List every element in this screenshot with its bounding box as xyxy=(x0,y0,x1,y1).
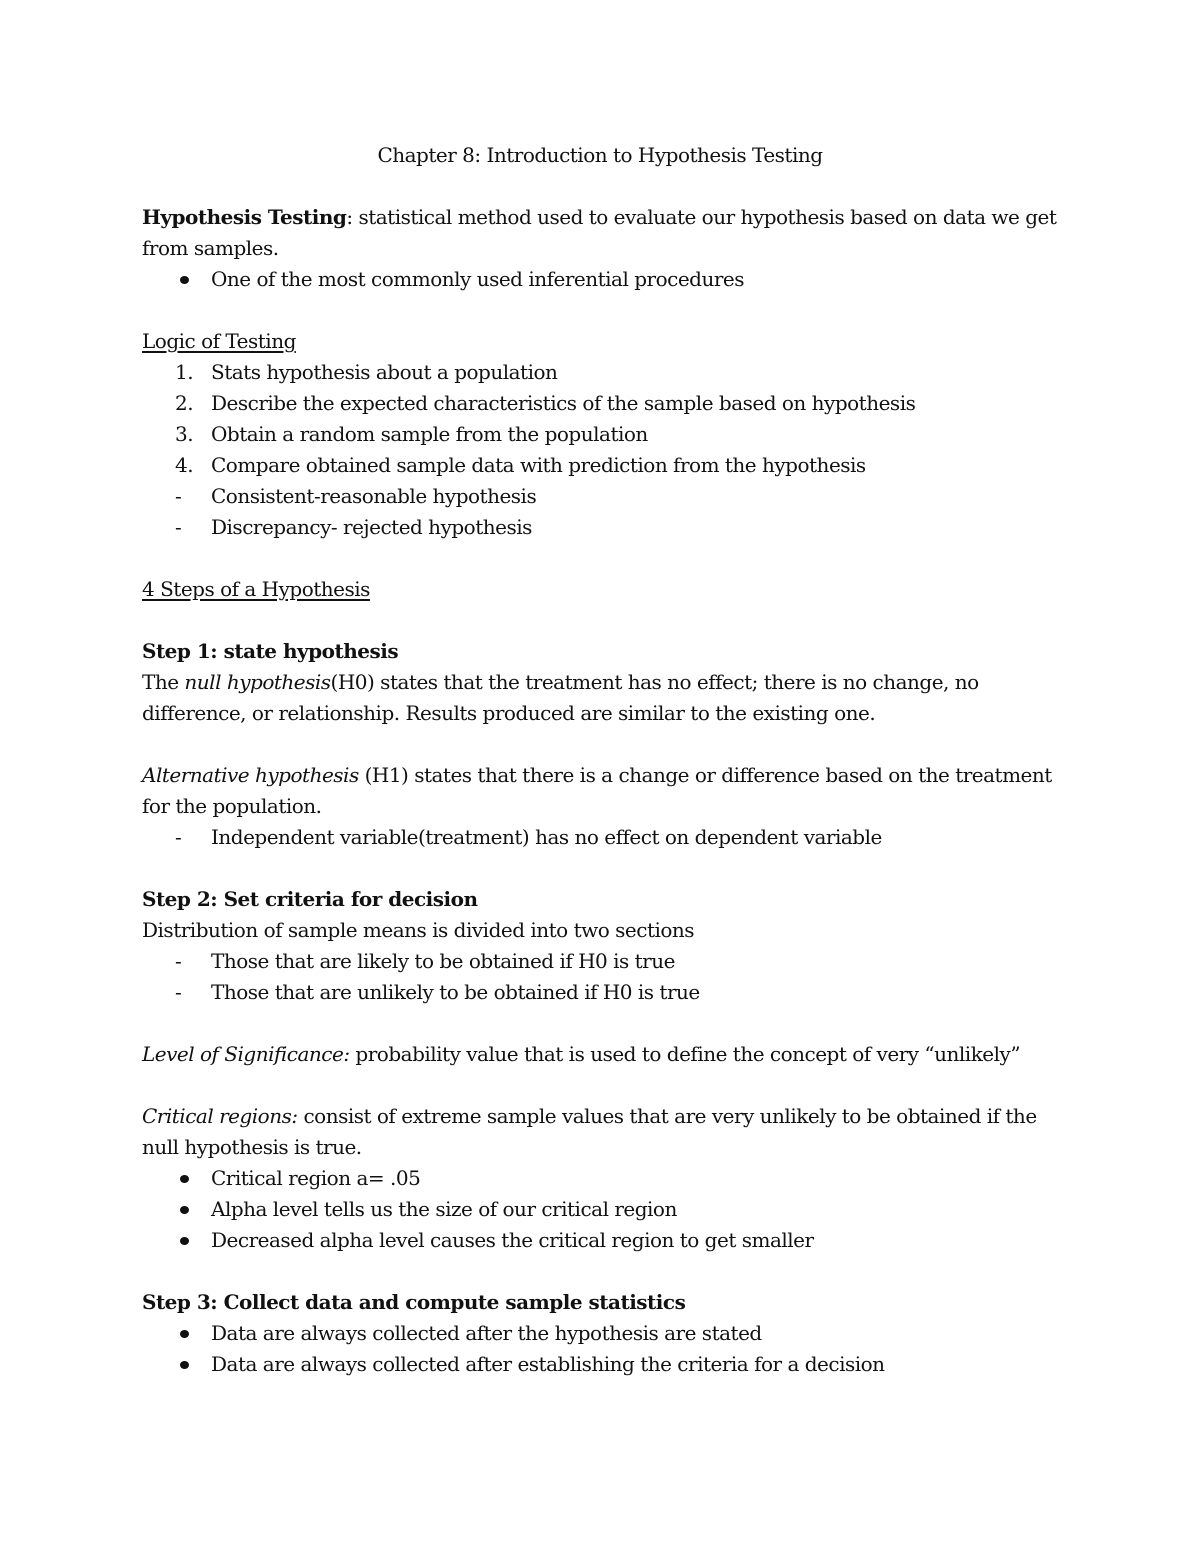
list-item-text: Those that are unlikely to be obtained if H0 is true xyxy=(211,980,700,1004)
list-item-text: Compare obtained sample data with prediction from the hypothesis xyxy=(211,453,866,477)
list-item xyxy=(142,264,1072,295)
list-item-text: Consistent-reasonable hypothesis xyxy=(211,484,537,508)
list-item-text: Critical region a= .05 xyxy=(211,1166,421,1190)
list-item-text: Data are always collected after establishing the criteria for a decision xyxy=(211,1352,885,1376)
dash-item xyxy=(142,946,1072,977)
dash-item xyxy=(142,481,1072,512)
alternative-hypothesis-term: Alternative hypothesis xyxy=(142,763,359,787)
dash-marker: - xyxy=(175,949,182,973)
step2-heading: Step 2: Set criteria for decision xyxy=(142,887,478,911)
list-item-text: Alpha level tells us the size of our critical region xyxy=(211,1197,677,1221)
list-item-text: One of the most commonly used inferential procedures xyxy=(211,267,745,291)
list-number: 4. xyxy=(175,453,194,477)
list-item xyxy=(142,1163,1072,1194)
list-item-text: Discrepancy- rejected hypothesis xyxy=(211,515,532,539)
list-item-text: Describe the expected characteristics of the sample based on hypothesis xyxy=(211,391,916,415)
numbered-item xyxy=(142,419,1072,450)
list-item xyxy=(142,1225,1072,1256)
bullet-icon xyxy=(180,1330,189,1338)
bullet-icon xyxy=(180,1361,189,1369)
bullet-icon xyxy=(180,1237,189,1245)
dash-marker: - xyxy=(175,515,182,539)
critical-regions-paragraph xyxy=(142,1101,1072,1163)
null-pre-text: The xyxy=(142,670,185,694)
null-hypothesis-term: null hypothesis xyxy=(184,670,331,694)
dash-marker: - xyxy=(175,825,182,849)
null-hypothesis-text: (H0) states that the treatment has no effect; there is no change, no difference, or relationship. Results produced are similar to the existing one. xyxy=(142,670,979,725)
bullet-icon xyxy=(180,276,189,284)
step1-heading: Step 1: state hypothesis xyxy=(142,639,399,663)
bullet-icon xyxy=(180,1206,189,1214)
list-item xyxy=(142,1194,1072,1225)
steps-heading: 4 Steps of a Hypothesis xyxy=(142,577,370,601)
document-body xyxy=(142,202,1072,1380)
hypothesis-testing-term: Hypothesis Testing xyxy=(142,205,347,229)
list-item-text: Independent variable(treatment) has no effect on dependent variable xyxy=(211,825,882,849)
dash-marker: - xyxy=(175,980,182,1004)
document-title: Chapter 8: Introduction to Hypothesis Testing xyxy=(377,143,823,167)
list-item-text: Decreased alpha level causes the critical region to get smaller xyxy=(211,1228,814,1252)
alternative-hypothesis-text: (H1) states that there is a change or difference based on the treatment for the population. xyxy=(142,763,1052,818)
numbered-item xyxy=(142,388,1072,419)
hypothesis-testing-definition xyxy=(142,202,1072,264)
list-item-text: Stats hypothesis about a population xyxy=(211,360,558,384)
level-of-significance-paragraph xyxy=(142,1039,1072,1070)
step2-intro: Distribution of sample means is divided into two sections xyxy=(142,918,695,942)
critical-regions-term: Critical regions: xyxy=(142,1104,298,1128)
step3-heading: Step 3: Collect data and compute sample statistics xyxy=(142,1290,686,1314)
alternative-hypothesis-paragraph xyxy=(142,760,1072,822)
list-number: 2. xyxy=(175,391,194,415)
bullet-icon xyxy=(180,1175,189,1183)
logic-heading: Logic of Testing xyxy=(142,329,296,353)
list-item xyxy=(142,1318,1072,1349)
list-item-text: Those that are likely to be obtained if H0 is true xyxy=(211,949,675,973)
list-number: 1. xyxy=(175,360,194,384)
critical-regions-text: consist of extreme sample values that are very unlikely to be obtained if the null hypothesis is true. xyxy=(142,1104,1037,1159)
numbered-item xyxy=(142,450,1072,481)
numbered-item xyxy=(142,357,1072,388)
level-of-significance-text: probability value that is used to define the concept of very “unlikely” xyxy=(349,1042,1021,1066)
null-hypothesis-paragraph xyxy=(142,667,1072,729)
hypothesis-testing-text: : statistical method used to evaluate our hypothesis based on data we get from samples. xyxy=(142,205,1057,260)
list-item-text: Obtain a random sample from the population xyxy=(211,422,648,446)
level-of-significance-term: Level of Significance: xyxy=(142,1042,350,1066)
list-item xyxy=(142,1349,1072,1380)
dash-item xyxy=(142,977,1072,1008)
dash-item xyxy=(142,822,1072,853)
list-item-text: Data are always collected after the hypothesis are stated xyxy=(211,1321,762,1345)
dash-item xyxy=(142,512,1072,543)
dash-marker: - xyxy=(175,484,182,508)
list-number: 3. xyxy=(175,422,194,446)
